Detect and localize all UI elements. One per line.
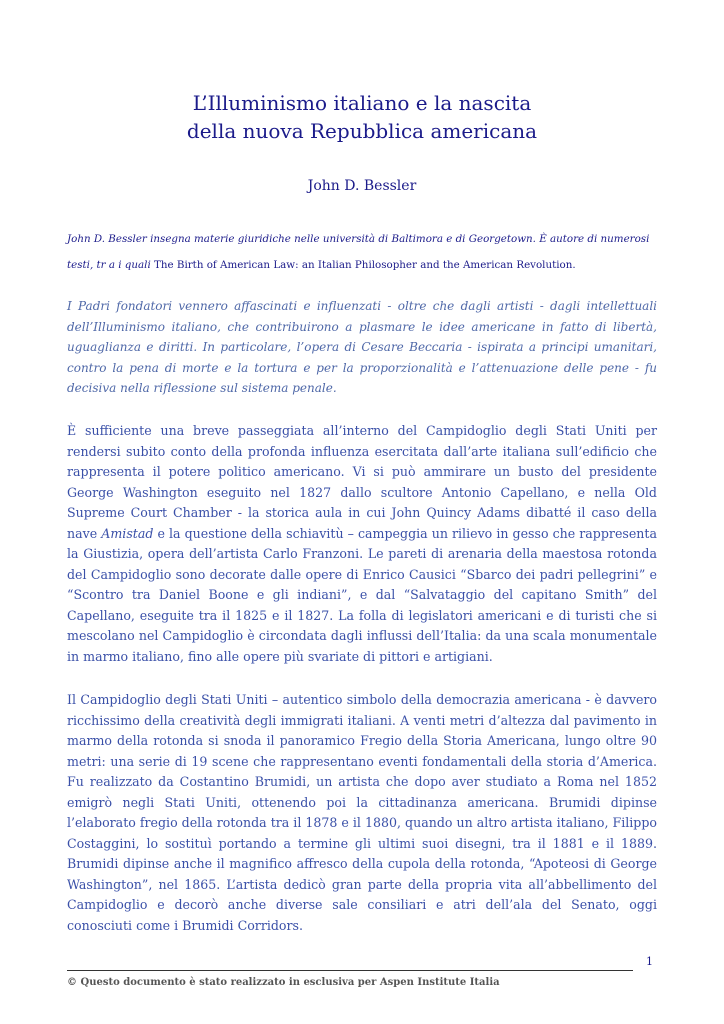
paragraph-1-text-b: e la questione della schiavitù – campeggia un rilievo in gesso che rappresenta la Giustizia, opera dell’artista Carlo Franzoni. Le pareti di arenaria della maestosa rotonda del Campidoglio sono decorate dalle opere di Enrico Causici “Sbarco dei padri pellegrini” e “Scontro tra Daniel Boone e gli indiani”, e dal “Salvataggio del capitano Smith” del Capellano, eseguite tra il 1825 e il 1827. La folla di legislatori americani e di turisti che si mescolano nel Campidoglio è circondata dagli influssi dell’Italia: da una scala monumentale in marmo italiano, fino alle opere più svariate di pittori e artigiani.	[67, 525, 657, 664]
footer-copyright: © Questo documento è stato realizzato in esclusiva per Aspen Institute Italia	[67, 977, 500, 988]
page-number: 1	[646, 955, 653, 968]
document-title	[0, 89, 724, 145]
body-paragraph-2: Il Campidoglio degli Stati Uniti – autentico simbolo della democrazia americana - è davvero ricchissimo della creatività degli immigrati italiani. A venti metri d’altezza dal pavimento in marmo della rotonda si snoda il panoramico Fregio della Storia Americana, lungo oltre 90 metri: una serie di 19 scene che rappresentano eventi fondamentali della storia d’America. Fu realizzato da Costantino Brumidi, un artista che dopo aver studiato a Roma nel 1852 emigrò negli Stati Uniti, ottenendo poi la cittadinanza americana. Brumidi dipinse l’elaborato fregio della rotonda tra il 1878 e il 1880, quando un altro artista italiano, Filippo Costaggini, lo sostituì portando a termine gli ultimi suoi disegni, tra il 1881 e il 1889. Brumidi dipinse anche il magnifico affresco della cupola della rotonda, “Apoteosi di George Washington”, nel 1865. L’artista dedicò gran parte della propria vita all’abbellimento del Campidoglio e decorò anche diverse sale consiliari e atri dell’ala del Senato, oggi conosciuti come i Brumidi Corridors.	[67, 692, 657, 933]
author-name: John D. Bessler	[307, 178, 417, 194]
bio-book-title: The Birth of American Law: an Italian Philosopher and the American Revolution.	[150, 259, 576, 271]
ship-name: Amistad	[101, 525, 154, 541]
title-line-1: L’Illuminismo italiano e la nascita	[192, 91, 532, 115]
author-bio	[67, 226, 657, 278]
body-paragraph-1	[67, 421, 657, 667]
bio-text: John D. Bessler insegna materie giuridiche nelle università di Baltimora e di Georgetown. È autore di numerosi testi, tr a i quali	[67, 233, 650, 271]
abstract: I Padri fondatori vennero affascinati e influenzati - oltre che dagli artisti - dagli intellettuali dell’Illuminismo italiano, che contribuirono a plasmare le idee americane in fatto di libertà, uguaglianza e diritti. In particolare, l’opera di Cesare Beccaria - ispirata a principi umanitari, contro la pena di morte e la tortura e per la proporzionalità e l’attenuazione delle pene - fu decisiva nella riflessione sul sistema penale.	[67, 299, 657, 395]
title-line-2: della nuova Repubblica americana	[186, 119, 538, 143]
footer-divider	[67, 970, 633, 971]
paragraph-1-text-a: È sufficiente una breve passeggiata all’interno del Campidoglio degli Stati Uniti per rendersi subito conto della profonda influenza esercitata dall’arte italiana sull’edificio che rappresenta il potere politico americano. Vi si può ammirare un busto del presidente George Washington eseguito nel 1827 dallo scultore Antonio Capellano, e nella Old Supreme Court Chamber - la storica aula in cui John Quincy Adams dibatté il caso della nave	[67, 423, 657, 541]
